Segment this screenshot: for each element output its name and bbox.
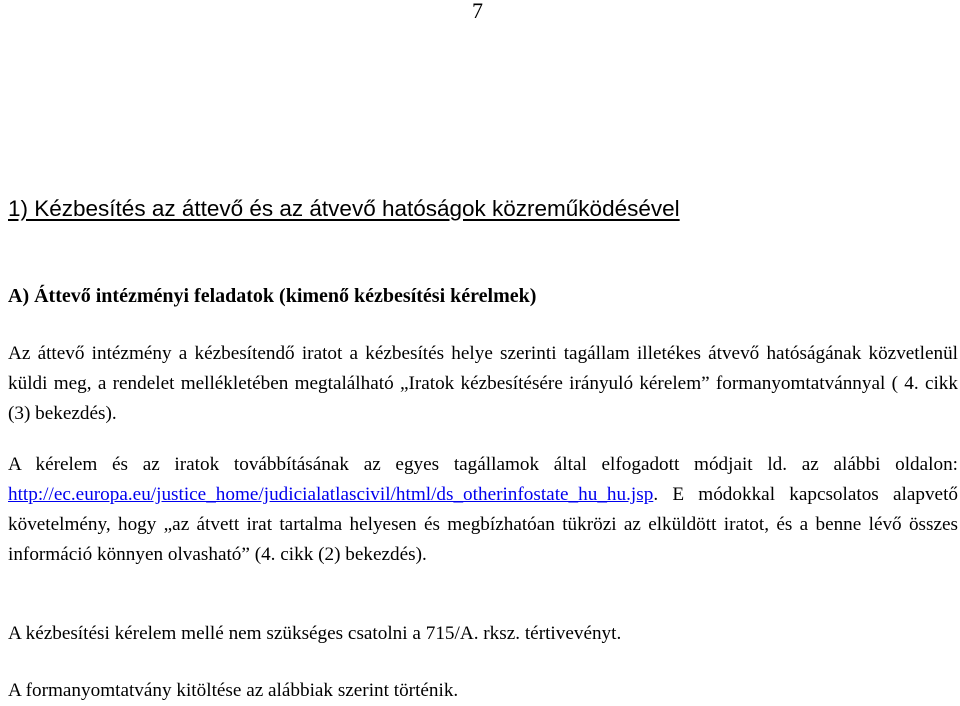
paragraph-return-receipt: A kézbesítési kérelem mellé nem szükséges csatolni a 715/A. rksz. tértivevényt. (8, 623, 622, 644)
paragraph-transmission-methods (8, 450, 958, 570)
paragraph-form-filling: A formanyomtatvány kitöltése az alábbiak szerint történik. (8, 680, 459, 701)
paragraph-text-before-link: A kérelem és az iratok továbbításának az egyes tagállamok által elfogadott módjait ld. az alábbi oldalon: (8, 454, 958, 475)
page-number: 7 (472, 0, 483, 23)
paragraph-text-after-link: . E módokkal kapcsolatos alapvető követelmény, hogy „az átvett irat tartalma helyesen és megbízhatóan tükrözi az elküldött iratot, és a benne lévő összes információ könnyen olvasható” (4. cikk (2) bekezdés). (8, 484, 958, 565)
section-heading: 1) Kézbesítés az áttevő és az átvevő hatóságok közreműködésével (8, 196, 680, 221)
paragraph-transfer-procedure: Az áttevő intézmény a kézbesítendő iratot a kézbesítés helye szerinti tagállam illetékes átvevő hatóságának közvetlenül küldi meg, a rendelet mellékletében megtalálható „Iratok kézbesítésére irányuló kérelem” formanyomtatvánnyal ( 4. cikk (3) bekezdés). (8, 343, 958, 424)
subheading: A) Áttevő intézményi feladatok (kimenő kézbesítési kérelmek) (8, 285, 537, 307)
judicial-atlas-link[interactable]: http://ec.europa.eu/justice_home/judicialatlascivil/html/ds_otherinfostate_hu_hu.jsp (8, 484, 654, 505)
